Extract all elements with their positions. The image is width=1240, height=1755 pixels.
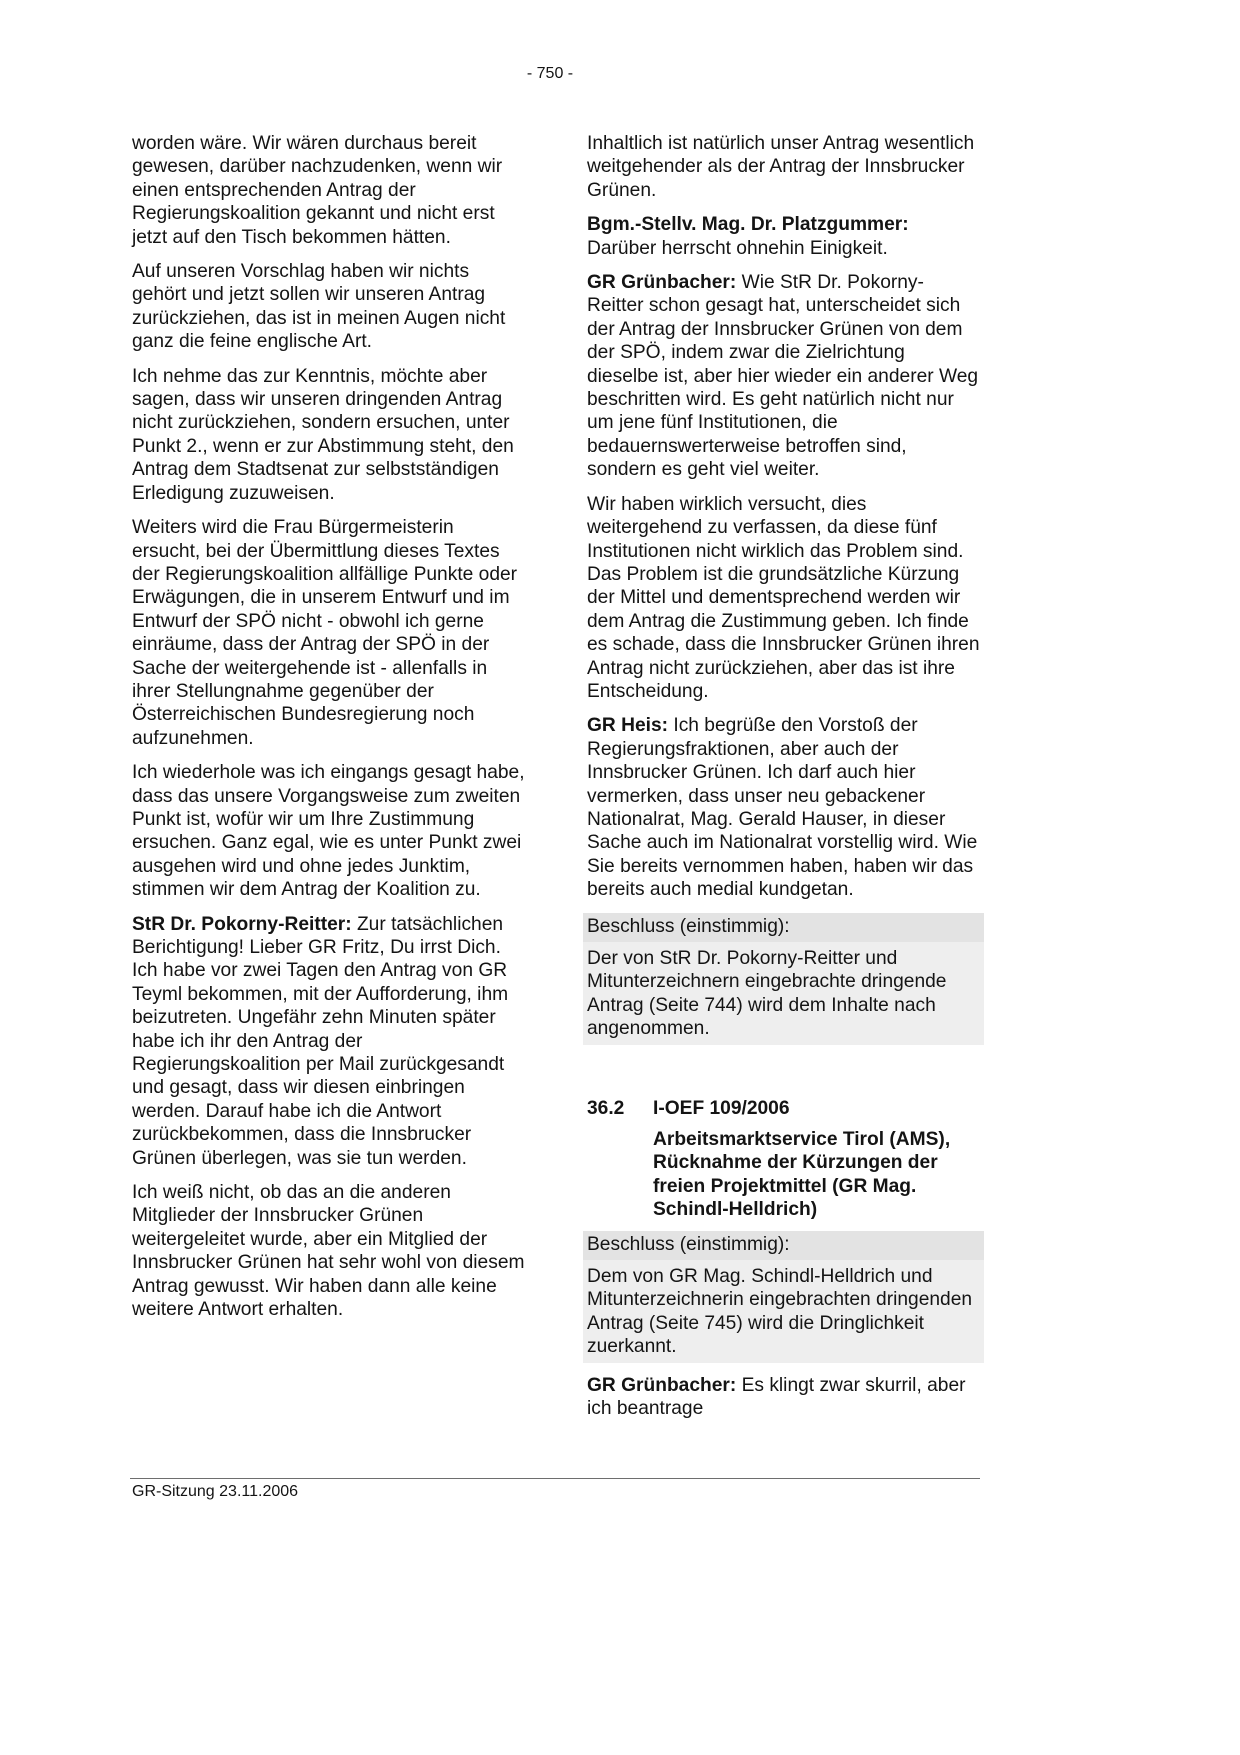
speaker-name: GR Grünbacher: [587, 1374, 737, 1396]
speaker-paragraph [587, 213, 980, 260]
decision-heading: Beschluss (einstimmig): [587, 1233, 790, 1255]
paragraph: Ich wiederhole was ich eingangs gesagt habe, dass das unsere Vorgangsweise zum zweiten Punkt ist, wofür wir um Ihre Zustimmung ersuchen. Ganz egal, wie es unter Punkt zwei ausgehen wird und ohne jedes Junktim, stimmen wir dem Antrag der Koalition zu. [132, 762, 525, 901]
right-column [587, 132, 980, 1432]
page-number: - 750 - [526, 65, 574, 82]
speech-text: Wie StR Dr. Pokorny-Reitter schon gesagt hat, unterscheidet sich der Antrag der Innsbrucker Grünen von dem der SPÖ, indem zwar die Zielrichtung dieselbe ist, aber hier wieder ein anderer Weg beschritten wird. Es geht natürlich nicht nur um jene fünf Institutionen, die bedauernswerterweise betroffen sind, sondern es geht viel weiter. [587, 272, 979, 481]
footer-text: GR-Sitzung 23.11.2006 [132, 1483, 299, 1500]
left-column [132, 132, 526, 1333]
footer-divider [130, 1478, 980, 1479]
speaker-paragraph [587, 1374, 980, 1421]
decision-text: Der von StR Dr. Pokorny-Reitter und Mitunterzeichnern eingebrachte dringende Antrag (Seite 744) wird dem Inhalte nach angenommen. [583, 942, 984, 1045]
agenda-item-code: I-OEF 109/2006 [653, 1097, 790, 1119]
paragraph: Inhaltlich ist natürlich unser Antrag wesentlich weitgehender als der Antrag der Innsbrucker Grünen. [587, 133, 975, 201]
speech-text: Darüber herrscht ohnehin Einigkeit. [587, 237, 888, 259]
speaker-paragraph [132, 913, 526, 1170]
decision-heading: Beschluss (einstimmig): [587, 915, 790, 937]
paragraph: Wir haben wirklich versucht, dies weitergehend zu verfassen, da diese fünf Institutionen nicht wirklich das Problem sind. Das Problem ist die grundsätzliche Kürzung der Mittel und dementsprechend werden wir dem Antrag die Zustimmung geben. Ich finde es schade, dass die Innsbrucker Grünen ihren Antrag nicht zurückziehen, aber das ist ihre Entscheidung. [587, 493, 980, 702]
decision-box [583, 1231, 984, 1363]
paragraph: Weiters wird die Frau Bürgermeisterin ersucht, bei der Übermittlung dieses Textes der Regierungskoalition allfällige Punkte oder Erwägungen, die in unserem Entwurf und im Entwurf der SPÖ nicht - obwohl ich gerne einräume, dass der Antrag der SPÖ in der Sache der weitergehende ist - allenfalls in ihrer Stellungnahme gegenüber der Österreichischen Bundesregierung noch aufzunehmen. [132, 517, 518, 749]
speaker-name: Bgm.-Stellv. Mag. Dr. Platzgummer: [587, 214, 909, 236]
speaker-name: StR Dr. Pokorny-Reitter: [132, 913, 352, 935]
speech-text: Zur tatsächlichen Berichtigung! Lieber GR Fritz, Du irrst Dich. Ich habe vor zwei Tagen den Antrag von GR Teyml bekommen, mit der Aufforderung, ihm beizutreten. Ungefähr zehn Minuten später habe ich ihr den Antrag der Regierungskoalition per Mail zurückgesandt und gesagt, dass wir diesen einbringen werden. Darauf habe ich die Antwort zurückbekommen, dass die Innsbrucker Grünen überlegen, was sie tun werden. [132, 913, 509, 1169]
paragraph: Ich nehme das zur Kenntnis, möchte aber sagen, dass wir unseren dringenden Antrag nicht zurückziehen, sondern ersuchen, unter Punkt 2., wenn er zur Abstimmung steht, den Antrag dem Stadtsenat zur selbstständigen Erledigung zuzuweisen. [132, 365, 514, 504]
decision-text: Dem von GR Mag. Schindl-Helldrich und Mitunterzeichnerin eingebrachten dringenden Antrag (Seite 745) wird die Dringlichkeit zuerkannt. [583, 1260, 984, 1363]
speaker-paragraph [587, 271, 980, 482]
decision-box [583, 913, 984, 1045]
speech-text: Ich begrüße den Vorstoß der Regierungsfraktionen, aber auch der Innsbrucker Grünen. Ich darf auch hier vermerken, dass unser neu gebackener Nationalrat, Mag. Gerald Hauser, in dieser Sache auch im Nationalrat vorstellig wird. Wie Sie bereits vernommen haben, haben wir das bereits auch medial kundgetan. [587, 715, 978, 901]
paragraph: Ich weiß nicht, ob das an die anderen Mitglieder der Innsbrucker Grünen weitergeleitet wurde, aber ein Mitglied der Innsbrucker Grünen hat sehr wohl von diesem Antrag gewusst. Wir haben dann alle keine weitere Antwort erhalten. [132, 1182, 525, 1321]
speaker-name: GR Heis: [587, 715, 669, 737]
agenda-item-number: 36.2 [587, 1097, 625, 1119]
agenda-item-header [587, 1097, 980, 1120]
paragraph: worden wäre. Wir wären durchaus bereit gewesen, darüber nachzudenken, wenn wir einen entsprechenden Antrag der Regierungskoalition gekannt und nicht erst jetzt auf den Tisch bekommen hätten. [132, 133, 503, 248]
speech-text: Es klingt zwar skurril, aber ich beantrage [587, 1374, 966, 1420]
paragraph: Auf unseren Vorschlag haben wir nichts gehört und jetzt sollen wir unseren Antrag zurückziehen, das ist in meinen Augen nicht ganz die feine englische Art. [132, 261, 506, 353]
speaker-name: GR Grünbacher: [587, 272, 737, 294]
speaker-paragraph [587, 714, 980, 901]
agenda-item-title: Arbeitsmarktservice Tirol (AMS), Rücknahme der Kürzungen der freien Projektmittel (GR Mag. Schindl-Helldrich) [653, 1129, 951, 1221]
